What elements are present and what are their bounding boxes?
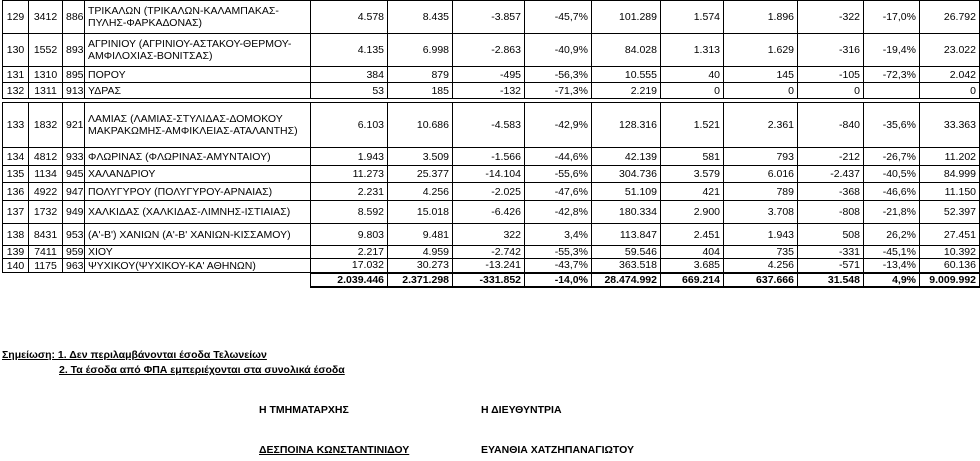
office-id: 947 <box>63 183 85 201</box>
office-name: ΛΑΜΙΑΣ (ΛΑΜΙΑΣ-ΣΤΥΛΙΔΑΣ-ΔΟΜΟΚΟΥ ΜΑΚΡΑΚΩΜΗΣ-ΑΜΦΙΚΛΕΙΑΣ-ΑΤΑΛΑΝΤΗΣ) <box>85 103 311 148</box>
value-cell: -6.426 <box>453 201 525 224</box>
office-id: 886 <box>63 1 85 34</box>
row-number: 133 <box>3 103 29 148</box>
value-cell: -42,9% <box>525 103 592 148</box>
office-name: ΧΙΟΥ <box>85 246 311 259</box>
row-number: 132 <box>3 83 29 99</box>
value-cell: 508 <box>798 224 864 246</box>
value-cell: 2.900 <box>661 201 724 224</box>
value-cell: 10.686 <box>388 103 453 148</box>
value-cell: -808 <box>798 201 864 224</box>
office-name: ΧΑΛΚΙΔΑΣ (ΧΑΛΚΙΔΑΣ-ΛΙΜΝΗΣ-ΙΣΤΙΑΙΑΣ) <box>85 201 311 224</box>
value-cell: -316 <box>798 34 864 67</box>
total-cell: 28.474.992 <box>592 273 661 287</box>
office-id: 913 <box>63 83 85 99</box>
value-cell: 59.546 <box>592 246 661 259</box>
total-cell: -14,0% <box>525 273 592 287</box>
value-cell: 581 <box>661 148 724 166</box>
value-cell: 51.109 <box>592 183 661 201</box>
office-name: ΥΔΡΑΣ <box>85 83 311 99</box>
value-cell: 84.999 <box>920 166 980 183</box>
total-cell: 9.009.992 <box>920 273 980 287</box>
row-number: 139 <box>3 246 29 259</box>
value-cell: -21,8% <box>864 201 920 224</box>
value-cell: 2.451 <box>661 224 724 246</box>
signature-right-name: ΕΥΑΝΘΙΑ ΧΑΤΖΗΠΑΝΑΓΙΩΤΟΥ <box>481 444 635 456</box>
office-name: ΨΥΧΙΚΟΥ(ΨΥΧΙΚΟΥ-ΚΑ' ΑΘΗΝΩΝ) <box>85 259 311 273</box>
value-cell: -56,3% <box>525 67 592 83</box>
table-row <box>3 183 980 201</box>
office-id: 959 <box>63 246 85 259</box>
table-row <box>3 259 980 273</box>
table-row <box>3 246 980 259</box>
value-cell: 4.256 <box>388 183 453 201</box>
value-cell: 3.685 <box>661 259 724 273</box>
value-cell: -13,4% <box>864 259 920 273</box>
total-cell: 4,9% <box>864 273 920 287</box>
value-cell: 2.361 <box>724 103 798 148</box>
value-cell: 10.555 <box>592 67 661 83</box>
value-cell: -43,7% <box>525 259 592 273</box>
row-number: 138 <box>3 224 29 246</box>
value-cell: -55,6% <box>525 166 592 183</box>
value-cell: 185 <box>388 83 453 99</box>
value-cell: -4.583 <box>453 103 525 148</box>
value-cell: 4.578 <box>311 1 388 34</box>
table-row <box>3 166 980 183</box>
value-cell: 6.998 <box>388 34 453 67</box>
office-id: 893 <box>63 34 85 67</box>
value-cell: 363.518 <box>592 259 661 273</box>
value-cell: 6.103 <box>311 103 388 148</box>
value-cell: 4.256 <box>724 259 798 273</box>
value-cell: 0 <box>920 83 980 99</box>
value-cell: 11.273 <box>311 166 388 183</box>
table-body <box>3 1 980 287</box>
value-cell: 33.363 <box>920 103 980 148</box>
table-row <box>3 83 980 99</box>
value-cell: -331 <box>798 246 864 259</box>
value-cell: 52.397 <box>920 201 980 224</box>
value-cell: 1.943 <box>724 224 798 246</box>
table-row <box>3 34 980 67</box>
value-cell: 11.150 <box>920 183 980 201</box>
value-cell: 0 <box>724 83 798 99</box>
value-cell: 879 <box>388 67 453 83</box>
office-id: 953 <box>63 224 85 246</box>
value-cell: -322 <box>798 1 864 34</box>
row-number: 130 <box>3 34 29 67</box>
office-id: 921 <box>63 103 85 148</box>
value-cell: -368 <box>798 183 864 201</box>
office-code: 7411 <box>29 246 63 259</box>
value-cell: 2.042 <box>920 67 980 83</box>
value-cell: 4.959 <box>388 246 453 259</box>
value-cell: -47,6% <box>525 183 592 201</box>
value-cell <box>864 83 920 99</box>
signature-right-title: Η ΔΙΕΥΘΥΝΤΡΙΑ <box>481 404 562 416</box>
office-name: ΦΛΩΡΙΝΑΣ (ΦΛΩΡΙΝΑΣ-ΑΜΥΝΤΑΙΟΥ) <box>85 148 311 166</box>
value-cell: 0 <box>661 83 724 99</box>
revenue-table <box>2 0 980 288</box>
value-cell: 3.509 <box>388 148 453 166</box>
office-code: 1832 <box>29 103 63 148</box>
total-cell: 637.666 <box>724 273 798 287</box>
value-cell: 304.736 <box>592 166 661 183</box>
value-cell: 0 <box>798 83 864 99</box>
value-cell: -2.437 <box>798 166 864 183</box>
value-cell: 26.792 <box>920 1 980 34</box>
office-code: 1310 <box>29 67 63 83</box>
value-cell: 9.803 <box>311 224 388 246</box>
office-name: ΠΟΡΟΥ <box>85 67 311 83</box>
office-code: 4922 <box>29 183 63 201</box>
office-code: 1175 <box>29 259 63 273</box>
total-cell: 2.371.298 <box>388 273 453 287</box>
value-cell: -495 <box>453 67 525 83</box>
value-cell: 145 <box>724 67 798 83</box>
row-number: 140 <box>3 259 29 273</box>
value-cell: -71,3% <box>525 83 592 99</box>
value-cell: -46,6% <box>864 183 920 201</box>
row-number: 134 <box>3 148 29 166</box>
value-cell: -571 <box>798 259 864 273</box>
value-cell: -1.566 <box>453 148 525 166</box>
value-cell: -212 <box>798 148 864 166</box>
value-cell: -2.742 <box>453 246 525 259</box>
value-cell: -17,0% <box>864 1 920 34</box>
office-code: 8431 <box>29 224 63 246</box>
value-cell: -13.241 <box>453 259 525 273</box>
value-cell: -45,1% <box>864 246 920 259</box>
office-id: 945 <box>63 166 85 183</box>
table-row <box>3 148 980 166</box>
value-cell: 735 <box>724 246 798 259</box>
value-cell: 421 <box>661 183 724 201</box>
value-cell: -44,6% <box>525 148 592 166</box>
value-cell: 113.847 <box>592 224 661 246</box>
value-cell: -55,3% <box>525 246 592 259</box>
office-id: 963 <box>63 259 85 273</box>
value-cell: -26,7% <box>864 148 920 166</box>
value-cell: 789 <box>724 183 798 201</box>
value-cell: -3.857 <box>453 1 525 34</box>
value-cell: 8.435 <box>388 1 453 34</box>
signature-left-name: ΔΕΣΠΟΙΝΑ ΚΩΝΣΤΑΝΤΙΝΙΔΟΥ <box>259 444 410 456</box>
value-cell: 60.136 <box>920 259 980 273</box>
value-cell: 17.032 <box>311 259 388 273</box>
table-row <box>3 67 980 83</box>
value-cell: 10.392 <box>920 246 980 259</box>
value-cell: 23.022 <box>920 34 980 67</box>
value-cell: -42,8% <box>525 201 592 224</box>
row-number: 137 <box>3 201 29 224</box>
table-row <box>3 1 980 34</box>
office-code: 1311 <box>29 83 63 99</box>
value-cell: -105 <box>798 67 864 83</box>
table-row <box>3 224 980 246</box>
value-cell: 2.217 <box>311 246 388 259</box>
value-cell: 53 <box>311 83 388 99</box>
value-cell: 25.377 <box>388 166 453 183</box>
office-id: 949 <box>63 201 85 224</box>
office-name: ΑΓΡΙΝΙΟΥ (ΑΓΡΙΝΙΟΥ-ΑΣΤΑΚΟΥ-ΘΕΡΜΟΥ-ΑΜΦΙΛΟΧΙΑΣ-ΒΟΝΙΤΣΑΣ) <box>85 34 311 67</box>
value-cell: 1.313 <box>661 34 724 67</box>
value-cell: 42.139 <box>592 148 661 166</box>
value-cell: 3.579 <box>661 166 724 183</box>
value-cell: 1.629 <box>724 34 798 67</box>
office-name: ΠΟΛΥΓΥΡΟΥ (ΠΟΛΥΓΥΡΟΥ-ΑΡΝΑΙΑΣ) <box>85 183 311 201</box>
value-cell: 15.018 <box>388 201 453 224</box>
value-cell: 1.521 <box>661 103 724 148</box>
value-cell: -72,3% <box>864 67 920 83</box>
value-cell: 793 <box>724 148 798 166</box>
total-cell: 2.039.446 <box>311 273 388 287</box>
office-name: (Α'-Β') ΧΑΝΙΩΝ (Α'-Β' ΧΑΝΙΩΝ-ΚΙΣΣΑΜΟΥ) <box>85 224 311 246</box>
total-cell: 669.214 <box>661 273 724 287</box>
value-cell: 40 <box>661 67 724 83</box>
row-number: 129 <box>3 1 29 34</box>
value-cell: 180.334 <box>592 201 661 224</box>
office-name: ΧΑΛΑΝΔΡΙΟΥ <box>85 166 311 183</box>
office-code: 1134 <box>29 166 63 183</box>
note-line-1: Σημείωση: 1. Δεν περιλαμβάνονται έσοδα Τελωνείων <box>2 349 267 361</box>
value-cell: -45,7% <box>525 1 592 34</box>
value-cell: -2.863 <box>453 34 525 67</box>
value-cell: 26,2% <box>864 224 920 246</box>
value-cell: 1.943 <box>311 148 388 166</box>
value-cell: -132 <box>453 83 525 99</box>
value-cell: 404 <box>661 246 724 259</box>
value-cell: 84.028 <box>592 34 661 67</box>
value-cell: 1.574 <box>661 1 724 34</box>
signature-left-title: Η ΤΜΗΜΑΤΑΡΧΗΣ <box>259 404 349 416</box>
table-row <box>3 103 980 148</box>
totals-spacer <box>3 273 311 287</box>
table-row <box>3 201 980 224</box>
value-cell: 6.016 <box>724 166 798 183</box>
note-line-2: 2. Τα έσοδα από ΦΠΑ εμπεριέχονται στα συνολικά έσοδα <box>59 364 345 376</box>
value-cell: 27.451 <box>920 224 980 246</box>
office-code: 4812 <box>29 148 63 166</box>
value-cell: -2.025 <box>453 183 525 201</box>
value-cell: 128.316 <box>592 103 661 148</box>
office-code: 1552 <box>29 34 63 67</box>
value-cell: 11.202 <box>920 148 980 166</box>
office-name: ΤΡΙΚΑΛΩΝ (ΤΡΙΚΑΛΩΝ-ΚΑΛΑΜΠΑΚΑΣ-ΠΥΛΗΣ-ΦΑΡΚΑΔΟΝΑΣ) <box>85 1 311 34</box>
value-cell: 9.481 <box>388 224 453 246</box>
office-code: 1732 <box>29 201 63 224</box>
value-cell: -40,9% <box>525 34 592 67</box>
value-cell: 1.896 <box>724 1 798 34</box>
office-code: 3412 <box>29 1 63 34</box>
value-cell: -19,4% <box>864 34 920 67</box>
office-id: 895 <box>63 67 85 83</box>
row-number: 131 <box>3 67 29 83</box>
value-cell: 30.273 <box>388 259 453 273</box>
value-cell: 101.289 <box>592 1 661 34</box>
total-cell: -331.852 <box>453 273 525 287</box>
value-cell: 4.135 <box>311 34 388 67</box>
value-cell: -40,5% <box>864 166 920 183</box>
value-cell: -35,6% <box>864 103 920 148</box>
total-cell: 31.548 <box>798 273 864 287</box>
value-cell: 2.219 <box>592 83 661 99</box>
value-cell: 2.231 <box>311 183 388 201</box>
value-cell: -14.104 <box>453 166 525 183</box>
office-id: 933 <box>63 148 85 166</box>
value-cell: -840 <box>798 103 864 148</box>
value-cell: 8.592 <box>311 201 388 224</box>
row-number: 136 <box>3 183 29 201</box>
value-cell: 322 <box>453 224 525 246</box>
value-cell: 384 <box>311 67 388 83</box>
row-number: 135 <box>3 166 29 183</box>
value-cell: 3,4% <box>525 224 592 246</box>
value-cell: 3.708 <box>724 201 798 224</box>
totals-row <box>3 273 980 287</box>
